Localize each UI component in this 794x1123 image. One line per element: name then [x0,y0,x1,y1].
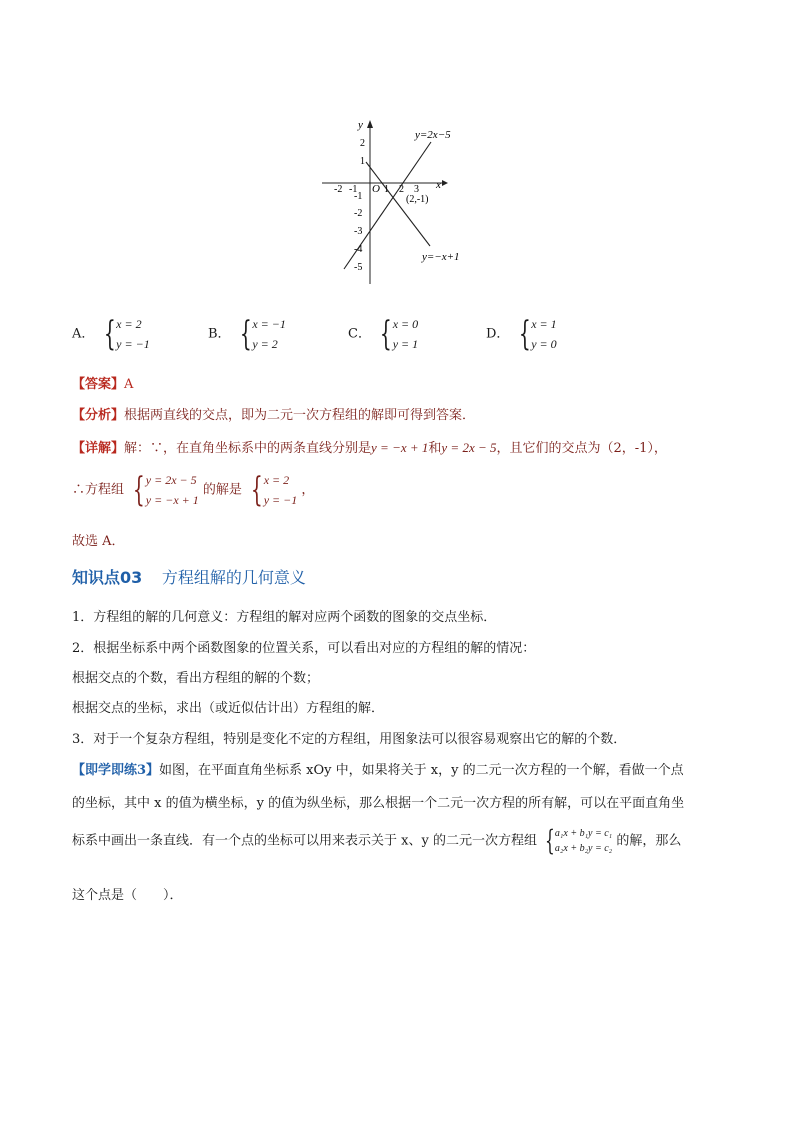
analysis-tag: 【分析】 [72,408,125,423]
point-item: 1．方程组的解的几何意义：方程组的解对应两个函数的图象的交点坐标． [72,610,497,625]
y-tick-label: 2 [360,138,365,149]
origin-label: O [372,183,380,195]
detail-sol-b: y = −1 [263,493,298,507]
exercise-text-3-suffix: 的解，那么 [616,833,682,849]
option-letter: D． [486,326,510,342]
section-number: 知识点03 [72,568,143,587]
exercise-line-4: 这个点是（ ）． [72,888,183,903]
y-tick-label: -2 [354,208,363,219]
exercise-line-3: 标系中画出一条直线．有一个点的坐标可以用来表示关于 x、y 的二元一次方程组 { a₁x + b₁y = c₁ a₂x + b₂y = c₂ 的解，那么 [72,824,682,857]
exercise-text-3: 标系中画出一条直线．有一个点的坐标可以用来表示关于 x、y 的二元一次方程组 [72,833,537,849]
point-item: 根据交点的个数，看出方程组的解的个数； [72,671,320,686]
line2-label: y=−x+1 [422,251,460,263]
option-letter: B． [208,326,231,342]
x-axis-label: x [436,179,441,191]
option-letter: A． [72,326,95,342]
conclusion: 故选 A． [72,534,125,549]
option-line: x = 0 [392,317,419,331]
x-tick-label: 3 [414,184,419,195]
exercise-sys-a: a₁x + b₁y = c₁ [554,828,613,839]
detail-and: 和 [428,441,442,456]
option-line: y = 2 [252,337,278,351]
detail-eq1: y = −x + 1 [371,440,429,455]
exercise-sys-b: a₂x + b₂y = c₂ [554,843,613,854]
option-line: y = 0 [531,337,557,351]
option-line: x = −1 [252,317,286,331]
x-tick-label: 2 [399,184,404,195]
x-tick-label: -1 [349,184,358,195]
answer-line [72,373,133,392]
detail-middle: 的解是 [202,482,242,498]
y-axis-label: y [358,119,363,131]
detail-sys-a: y = 2x − 5 [145,473,197,487]
y-tick-labels [354,138,365,273]
option-a: A． { x = 2 y = −1 [72,314,150,354]
detail-line-1 [72,437,667,456]
coordinate-graph [318,116,478,288]
option-line: x = 2 [116,317,142,331]
detail-line2-prefix: ∴方程组 [72,482,125,498]
y-tick-label: -1 [354,191,363,202]
x-tick-label: -2 [334,184,343,195]
exercise-tag: 【即学即练3】 [72,763,160,778]
x-axis-arrow [442,180,448,186]
detail-prefix: 解：∵，在直角坐标系中的两条直线分别是 [124,441,372,456]
detail-sys-b: y = −x + 1 [145,493,199,507]
detail-end: ， [301,482,315,498]
y-tick-label: 1 [360,156,365,167]
option-d: D． { x = 1 y = 0 [486,314,557,354]
analysis-line [72,404,475,423]
point-item: 3．对于一个复杂方程组，特别是变化不定的方程组，用图象法可以很容易观察出它的解的个数． [72,732,627,747]
option-b: B． { x = −1 y = 2 [208,314,286,354]
line1-label: y=2x−5 [415,129,451,141]
option-letter: C． [348,326,371,342]
detail-sol-a: x = 2 [263,473,290,487]
option-line: y = −1 [116,337,150,351]
x-tick-label: 1 [384,184,389,195]
answer-value: A [124,377,134,392]
analysis-text: 根据两直线的交点，即为二元一次方程组的解即可得到答案． [124,408,476,423]
option-line: y = 1 [392,337,419,351]
y-tick-label: -3 [354,226,363,237]
exercise-line-1 [72,759,684,778]
exercise-text-1: 如图，在平面直角坐标系 xOy 中，如果将关于 x，y 的二元一次方程的一个解，看做一个点 [159,763,684,778]
option-line: x = 1 [531,317,557,331]
section-title: 方程组解的几何意义 [161,568,306,587]
y-axis-arrow [367,120,373,128]
option-c: C． { x = 0 y = 1 [348,314,419,354]
exercise-line-2: 的坐标，其中 x 的值为横坐标，y 的值为纵坐标，那么根据一个二元一次方程的所有解，可以在平面直角坐 [72,796,685,811]
detail-eq2: y = 2x − 5 [441,440,497,455]
point-item: 2．根据坐标系中两个函数图象的位置关系，可以看出对应的方程组的解的情况： [72,641,536,656]
answer-tag: 【答案】 [72,377,125,392]
y-tick-label: -5 [354,262,363,273]
detail-suffix: ，且它们的交点为（2，-1）， [496,441,667,456]
intersection-label: (2,-1) [406,194,429,205]
detail-line-2: ∴方程组 { y = 2x − 5 y = −x + 1 的解是 { x = 2 y = −1 ， [72,470,315,510]
detail-tag: 【详解】 [72,441,125,456]
section-heading [72,565,306,588]
y-tick-label: -4 [354,244,363,255]
point-item: 根据交点的坐标，求出（或近似估计出）方程组的解． [72,701,385,716]
